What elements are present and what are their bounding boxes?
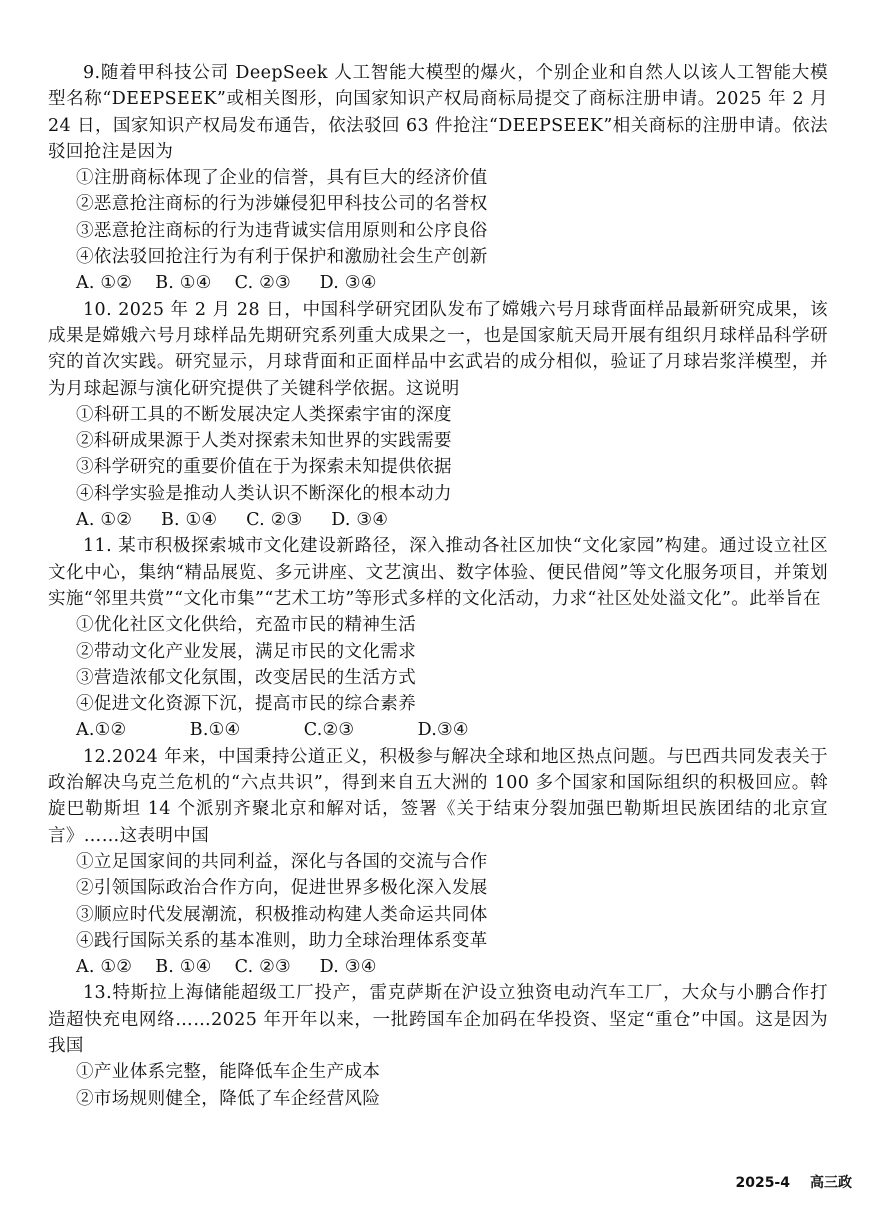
question-stem: 11. 某市积极探索城市文化建设新路径，深入推动各社区加快“文化家园”构建。通过设立社区文化中心，集纳“精品展览、多元讲座、文艺演出、数字体验、便民借阅”等文化服务项目，并策划实施“邻里共赏”“文化市集”“艺术工坊”等形式多样的文化活动，力求“社区处处溢文化”。此举旨在 — [48, 536, 828, 609]
option-2: ②市场规则健全，降低了车企经营风险 — [76, 1088, 381, 1109]
option-3: ③顺应时代发展潮流，积极推动构建人类命运共同体 — [76, 904, 488, 925]
option-4: ④依法驳回抢注行为有利于保护和激励社会生产创新 — [76, 247, 488, 268]
exam-date: 2025-4 — [735, 1175, 790, 1191]
answer-choices: A. ①② B. ①④ C. ②③ D. ③④ — [76, 510, 389, 531]
option-1: ①优化社区文化供给，充盈市民的精神生活 — [76, 615, 417, 636]
option-4: ④践行国际关系的基本准则，助力全球治理体系变革 — [76, 930, 488, 951]
option-3: ③营造浓郁文化氛围，改变居民的生活方式 — [76, 667, 417, 688]
option-1: ①注册商标体现了企业的信誉，具有巨大的经济价值 — [76, 168, 488, 189]
question-13 — [48, 980, 828, 1111]
question-10 — [48, 297, 828, 534]
option-1: ①科研工具的不断发展决定人类探索宇宙的深度 — [76, 404, 452, 425]
question-stem: 12.2024 年来，中国秉持公道正义，积极参与解决全球和地区热点问题。与巴西共同发表关于政治解决乌克兰危机的“六点共识”，得到来自五大洲的 100 多个国家和国际组织的积极回应。斡旋巴勒斯坦 14 个派别齐聚北京和解对话，签署《关于结束分裂加强巴勒斯坦民族团结的北京宣言》……这表明中国 — [48, 746, 828, 846]
option-4: ④科学实验是推动人类认识不断深化的根本动力 — [76, 483, 452, 504]
option-2: ②带动文化产业发展，满足市民的文化需求 — [76, 641, 417, 662]
page-footer — [735, 1172, 852, 1192]
question-11 — [48, 533, 828, 743]
question-stem: 13.特斯拉上海储能超级工厂投产，雷克萨斯在沪设立独资电动汽车工厂，大众与小鹏合作打造超快充电网络……2025 年开年以来，一批跨国车企加码在华投资、坚定“重仓”中国。这是因为我国 — [48, 983, 828, 1056]
exam-subject: 高三政 — [810, 1175, 852, 1191]
question-stem: 9.随着甲科技公司 DeepSeek 人工智能大模型的爆火，个别企业和自然人以该人工智能大模型名称“DEEPSEEK”或相关图形，向国家知识产权局商标局提交了商标注册申请。2025 年 2 月 24 日，国家知识产权局发布通告，依法驳回 63 件抢注“DEEPSEEK”相关商标的注册申请。依法驳回抢注是因为 — [48, 63, 828, 162]
option-4: ④促进文化资源下沉，提高市民的综合素养 — [76, 694, 417, 715]
option-2: ②恶意抢注商标的行为涉嫌侵犯甲科技公司的名誉权 — [76, 194, 488, 215]
question-stem: 10. 2025 年 2 月 28 日，中国科学研究团队发布了嫦娥六号月球背面样品最新研究成果，该成果是嫦娥六号月球样品先期研究系列重大成果之一，也是国家航天局开展有组织月球样品科学研究的首次实践。研究显示，月球背面和正面样品中玄武岩的成分相似，验证了月球岩浆洋模型，并为月球起源与演化研究提供了关键科学依据。这说明 — [48, 299, 828, 399]
option-1: ①产业体系完整，能降低车企生产成本 — [76, 1062, 381, 1083]
option-2: ②引领国际政治合作方向，促进世界多极化深入发展 — [76, 878, 488, 899]
question-9 — [48, 60, 828, 297]
answer-choices: A.①② B.①④ C.②③ D.③④ — [76, 720, 469, 741]
option-1: ①立足国家间的共同利益，深化与各国的交流与合作 — [76, 851, 488, 872]
option-3: ③科学研究的重要价值在于为探索未知提供依据 — [76, 457, 452, 478]
option-2: ②科研成果源于人类对探索未知世界的实践需要 — [76, 431, 452, 452]
question-12 — [48, 744, 828, 981]
option-3: ③恶意抢注商标的行为违背诚实信用原则和公序良俗 — [76, 220, 488, 241]
answer-choices: A. ①② B. ①④ C. ②③ D. ③④ — [76, 273, 377, 294]
question-list — [48, 60, 828, 1112]
answer-choices: A. ①② B. ①④ C. ②③ D. ③④ — [76, 957, 377, 978]
